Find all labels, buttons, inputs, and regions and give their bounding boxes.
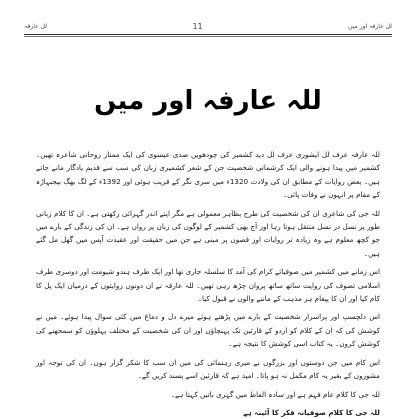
paragraph: للہ عارفہ عرف لل ایشوری عرف لل دید کشمیر کی چودھویں صدی عیسوی کی ایک ممتاز روحانی شاعرہ تھیں۔ کشمیر میں پیدا ہونے والی ایک کرشماتی شخصیت جن کے شعر کشمیری زبان کی سب سے قدیم یادگار مانے جاتے ہیں۔ بعض روایات کے مطابق ان کی ولادت 1320ء میں سری نگر کے قریب ہوئی اور 1392ء کے لگ بھگ بیجبہاڑہ کے مقام پر انہوں نے وفات پائی۔ (36, 150, 380, 200)
header-rule (24, 34, 392, 35)
page-number: 11 (192, 21, 203, 31)
header-left-text: لل عارفہ (24, 22, 47, 30)
header-rule-thin (24, 36, 392, 37)
running-header (24, 20, 392, 32)
paragraph: اس دلچسپ اور پراسرار شخصیت کے بارے میں پڑھتے ہوئے میرے دل و دماغ میں کئی سوال پیدا ہوئے۔ میں نے کوشش کی کہ ان کے کلام کو اردو کے قارئین تک پہنچاؤں اور ان کی شخصیت کے مختلف پہلوؤں کو سمجھنے کی کوشش کروں۔ یہ کتاب اسی کوشش کا نتیجہ ہے۔ (36, 312, 380, 349)
paragraph: للہ جی کا کلام عام فہم ہے اور سادہ الفاظ میں گہری باتیں کہتا ہے۔ (170, 389, 380, 399)
closing-line: للہ جی کا کلام صوفیانہ فکر کا آئینہ ہے (243, 407, 380, 417)
paragraph: للہ جی کی شاعری ان کی شخصیت کی طرح بظاہر معمولی ہے مگر اپنے اندر گہرائی رکھتی ہے۔ ان کا کلام زبانی طور پر نسل در نسل منتقل ہوتا رہا اور آج بھی کشمیر کے لوگوں کی زبان پر رواں ہے۔ ان کی زندگی کے بارے میں جو کچھ معلوم ہے وہ زیادہ تر روایات اور قصوں پر مبنی ہے جن میں حقیقت اور عقیدت آپس میں گھل مل گئے ہیں۔ (36, 208, 380, 258)
body-text (36, 148, 380, 417)
header-right-text: لل عارفہ اور میں (348, 22, 392, 30)
paragraph: اس کام میں جن دوستوں اور بزرگوں نے میری رہنمائی کی میں ان سب کا شکر گزار ہوں۔ ان کی توجہ اور مشوروں کے بغیر یہ کام مکمل نہ ہو پاتا۔ امید ہے کہ قارئین اسے پسند کریں گے۔ (36, 357, 380, 381)
chapter-title: للہ عارفہ اور میں (94, 86, 322, 116)
paragraph: اس زمانے میں کشمیر میں صوفیائے کرام کی آمد کا سلسلہ جاری تھا اور ایک طرف ہندو شیومت اور دوسری طرف اسلامی تصوف کی روایت ساتھ ساتھ پروان چڑھ رہی تھیں۔ للہ عارفہ نے ان دونوں روایتوں کے درمیان ایک پل کا کام کیا اور ان کا پیغام ہر مذہب کے ماننے والوں نے قبول کیا۔ (36, 267, 380, 304)
